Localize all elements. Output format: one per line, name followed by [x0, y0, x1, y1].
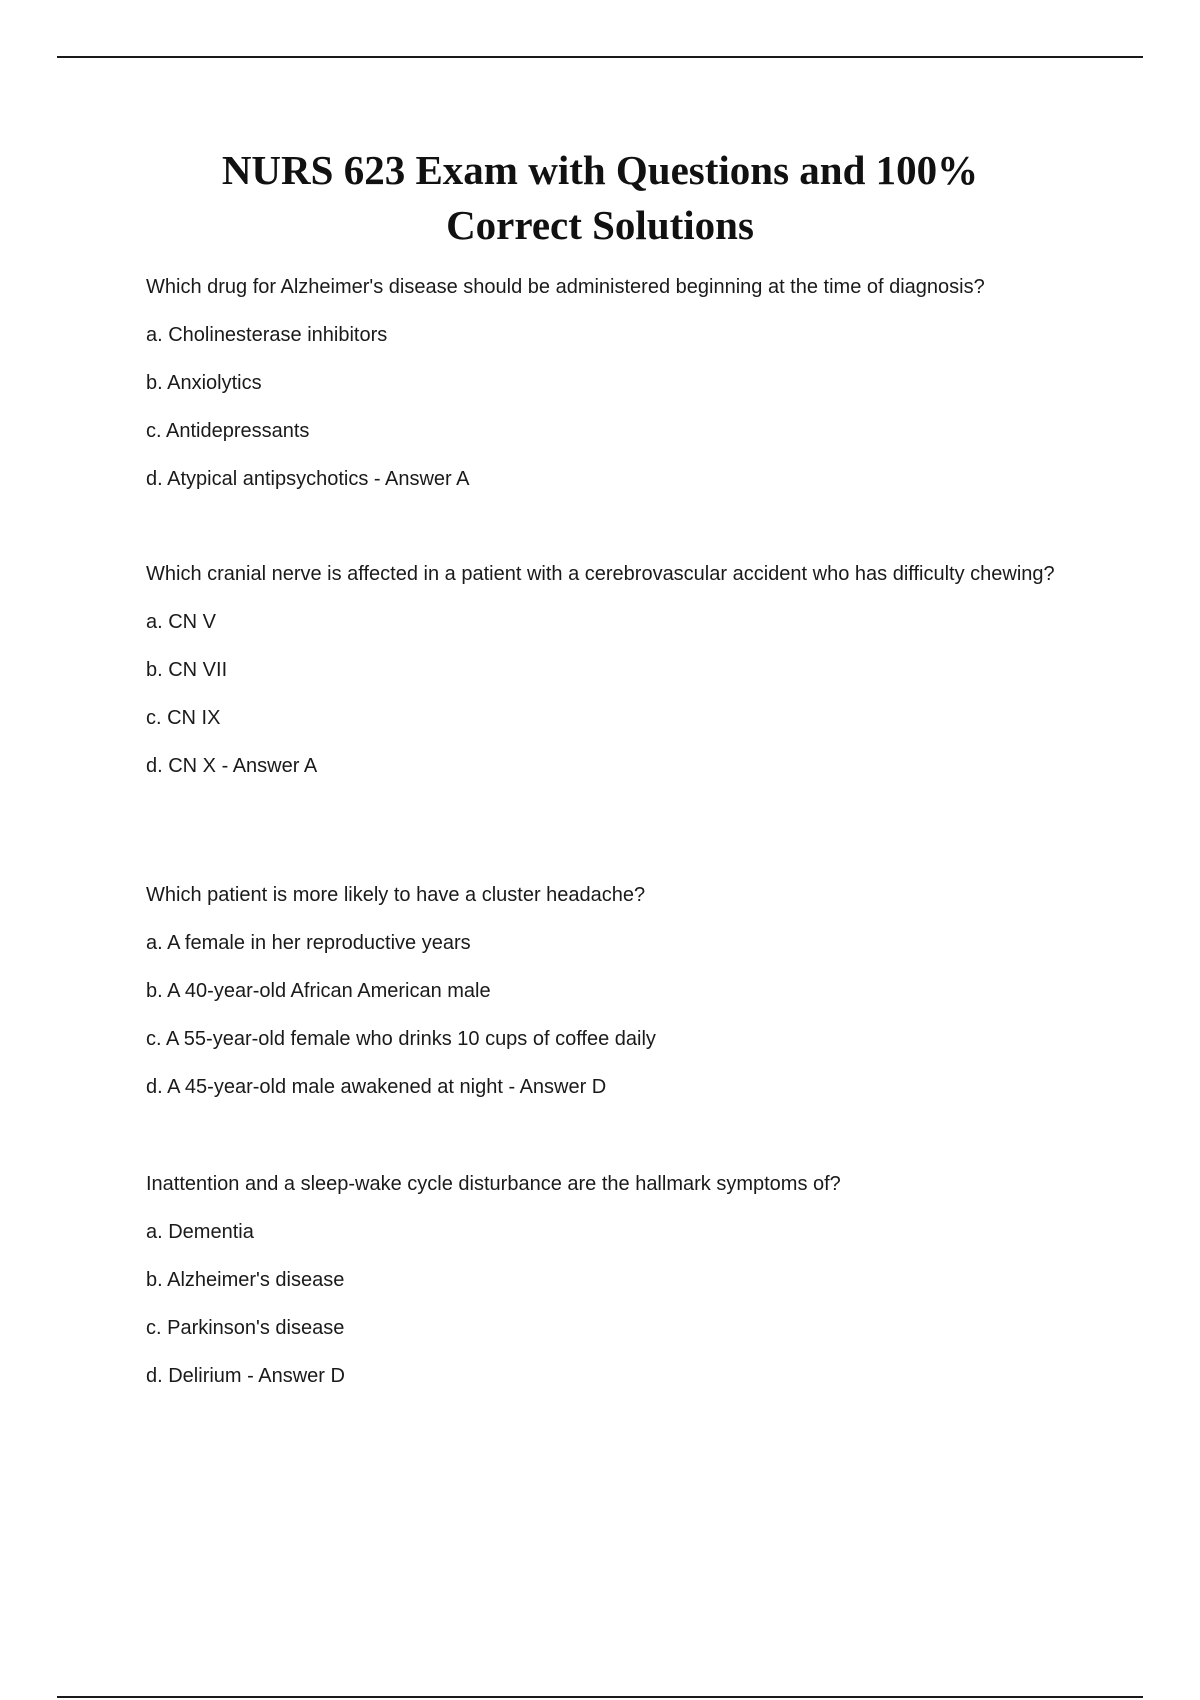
question-block-4	[146, 1168, 1106, 1392]
title-line-2: Correct Solutions	[446, 202, 754, 248]
option-c: c. Antidepressants	[146, 420, 310, 442]
question-text: Which patient is more likely to have a cluster headache?	[146, 884, 646, 906]
bottom-rule	[57, 1696, 1143, 1698]
question-block-3	[146, 879, 1106, 1103]
question-text: Which drug for Alzheimer's disease should be administered beginning at the time of diagnosis?	[146, 276, 985, 298]
option-d: d. Atypical antipsychotics - Answer A	[146, 468, 470, 490]
question-text: Inattention and a sleep-wake cycle disturbance are the hallmark symptoms of?	[146, 1173, 841, 1195]
answer-options	[146, 606, 1106, 782]
option-c: c. Parkinson's disease	[146, 1317, 345, 1339]
answer-options	[146, 319, 1106, 495]
title-line-1: NURS 623 Exam with Questions and 100%	[221, 147, 979, 193]
question-text: Which cranial nerve is affected in a patient with a cerebrovascular accident who has difficulty chewing?	[146, 563, 1055, 585]
option-a: a. Dementia	[146, 1221, 254, 1243]
option-b: b. Alzheimer's disease	[146, 1269, 345, 1291]
option-b: b. Anxiolytics	[146, 372, 262, 394]
option-c: c. A 55-year-old female who drinks 10 cups of coffee daily	[146, 1028, 656, 1050]
question-block-2	[146, 558, 1106, 782]
option-b: b. CN VII	[146, 659, 228, 681]
option-a: a. A female in her reproductive years	[146, 932, 471, 954]
option-d: d. Delirium - Answer D	[146, 1365, 345, 1387]
question-block-1	[146, 271, 1106, 495]
option-d: d. CN X - Answer A	[146, 755, 318, 777]
answer-options	[146, 1216, 1106, 1392]
option-a: a. Cholinesterase inhibitors	[146, 324, 388, 346]
option-b: b. A 40-year-old African American male	[146, 980, 491, 1002]
option-a: a. CN V	[146, 611, 217, 633]
answer-options	[146, 927, 1106, 1103]
option-d: d. A 45-year-old male awakened at night - Answer D	[146, 1076, 607, 1098]
top-rule	[57, 56, 1143, 58]
option-c: c. CN IX	[146, 707, 221, 729]
page-title	[100, 143, 1100, 253]
